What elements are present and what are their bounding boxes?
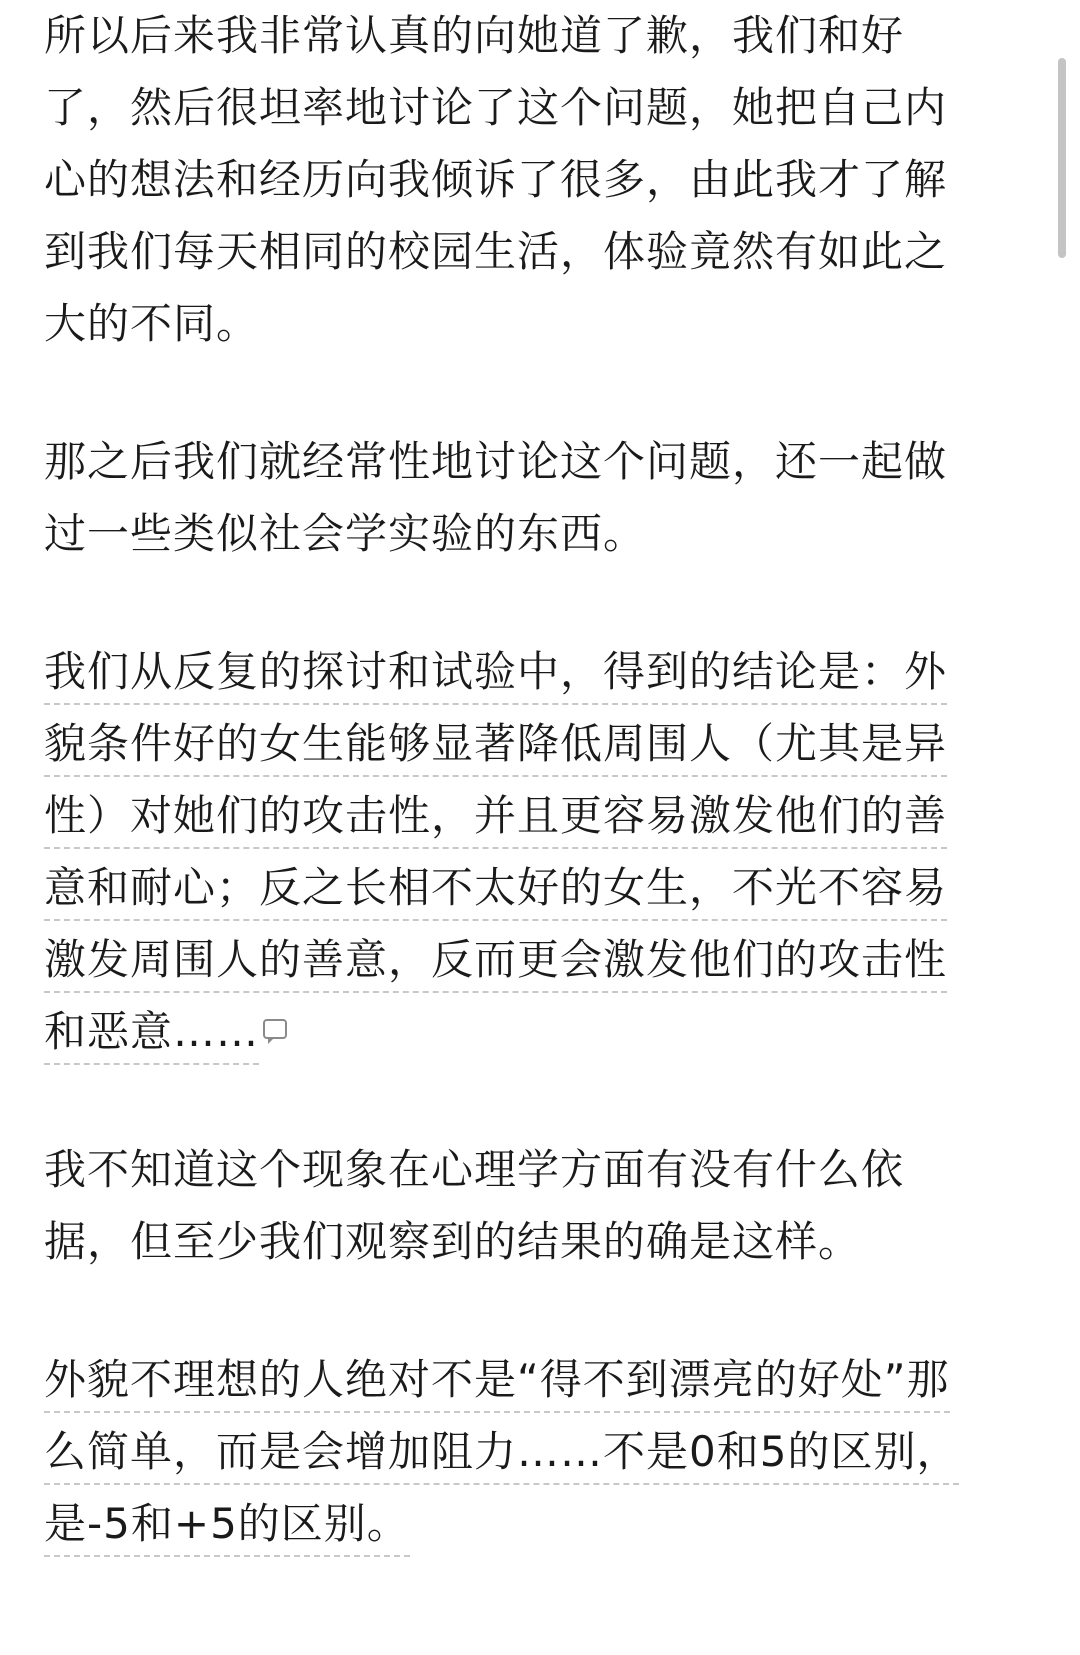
highlighted-line[interactable]: 是-5和+5的区别。 xyxy=(44,1488,1034,1560)
text-line: 据，但至少我们观察到的结果的确是这样。 xyxy=(44,1217,862,1266)
highlighted-line[interactable]: 激发周围人的善意，反而更会激发他们的攻击性 xyxy=(44,924,1034,996)
article-body xyxy=(44,0,1034,1560)
paragraph-gap xyxy=(44,360,1034,426)
paragraph-1 xyxy=(44,0,1034,360)
paragraph-gap xyxy=(44,1068,1034,1134)
text-line: 所以后来我非常认真的向她道了歉，我们和好 xyxy=(44,11,905,60)
paragraph-2 xyxy=(44,426,1034,570)
paragraph-gap xyxy=(44,1278,1034,1344)
paragraph-5-highlighted[interactable] xyxy=(44,1344,1034,1560)
text-line: 心的想法和经历向我倾诉了很多，由此我才了解 xyxy=(44,155,948,204)
text-line: 我不知道这个现象在心理学方面有没有什么依 xyxy=(44,1145,905,1194)
highlighted-line[interactable]: 我们从反复的探讨和试验中，得到的结论是：外 xyxy=(44,636,1034,708)
highlighted-line[interactable]: 和恶意…… xyxy=(44,996,1034,1068)
highlighted-line[interactable]: 外貌不理想的人绝对不是“得不到漂亮的好处”那 xyxy=(44,1344,1034,1416)
paragraph-4 xyxy=(44,1134,1034,1278)
highlighted-line[interactable]: 意和耐心；反之长相不太好的女生，不光不容易 xyxy=(44,852,1034,924)
text-line: 大的不同。 xyxy=(44,299,260,348)
highlighted-line[interactable]: 么简单，而是会增加阻力……不是0和5的区别， xyxy=(44,1416,1034,1488)
text-line: 到我们每天相同的校园生活，体验竟然有如此之 xyxy=(44,227,948,276)
comment-bubble-icon[interactable] xyxy=(263,1019,287,1039)
text-line: 过一些类似社会学实验的东西。 xyxy=(44,509,647,558)
text-line: 那之后我们就经常性地讨论这个问题，还一起做 xyxy=(44,437,948,486)
highlighted-line[interactable]: 貌条件好的女生能够显著降低周围人（尤其是异 xyxy=(44,708,1034,780)
highlighted-line[interactable]: 性）对她们的攻击性，并且更容易激发他们的善 xyxy=(44,780,1034,852)
paragraph-gap xyxy=(44,570,1034,636)
vertical-scrollbar[interactable] xyxy=(1058,58,1066,258)
text-line: 了，然后很坦率地讨论了这个问题，她把自己内 xyxy=(44,83,948,132)
paragraph-3-highlighted[interactable] xyxy=(44,636,1034,1068)
